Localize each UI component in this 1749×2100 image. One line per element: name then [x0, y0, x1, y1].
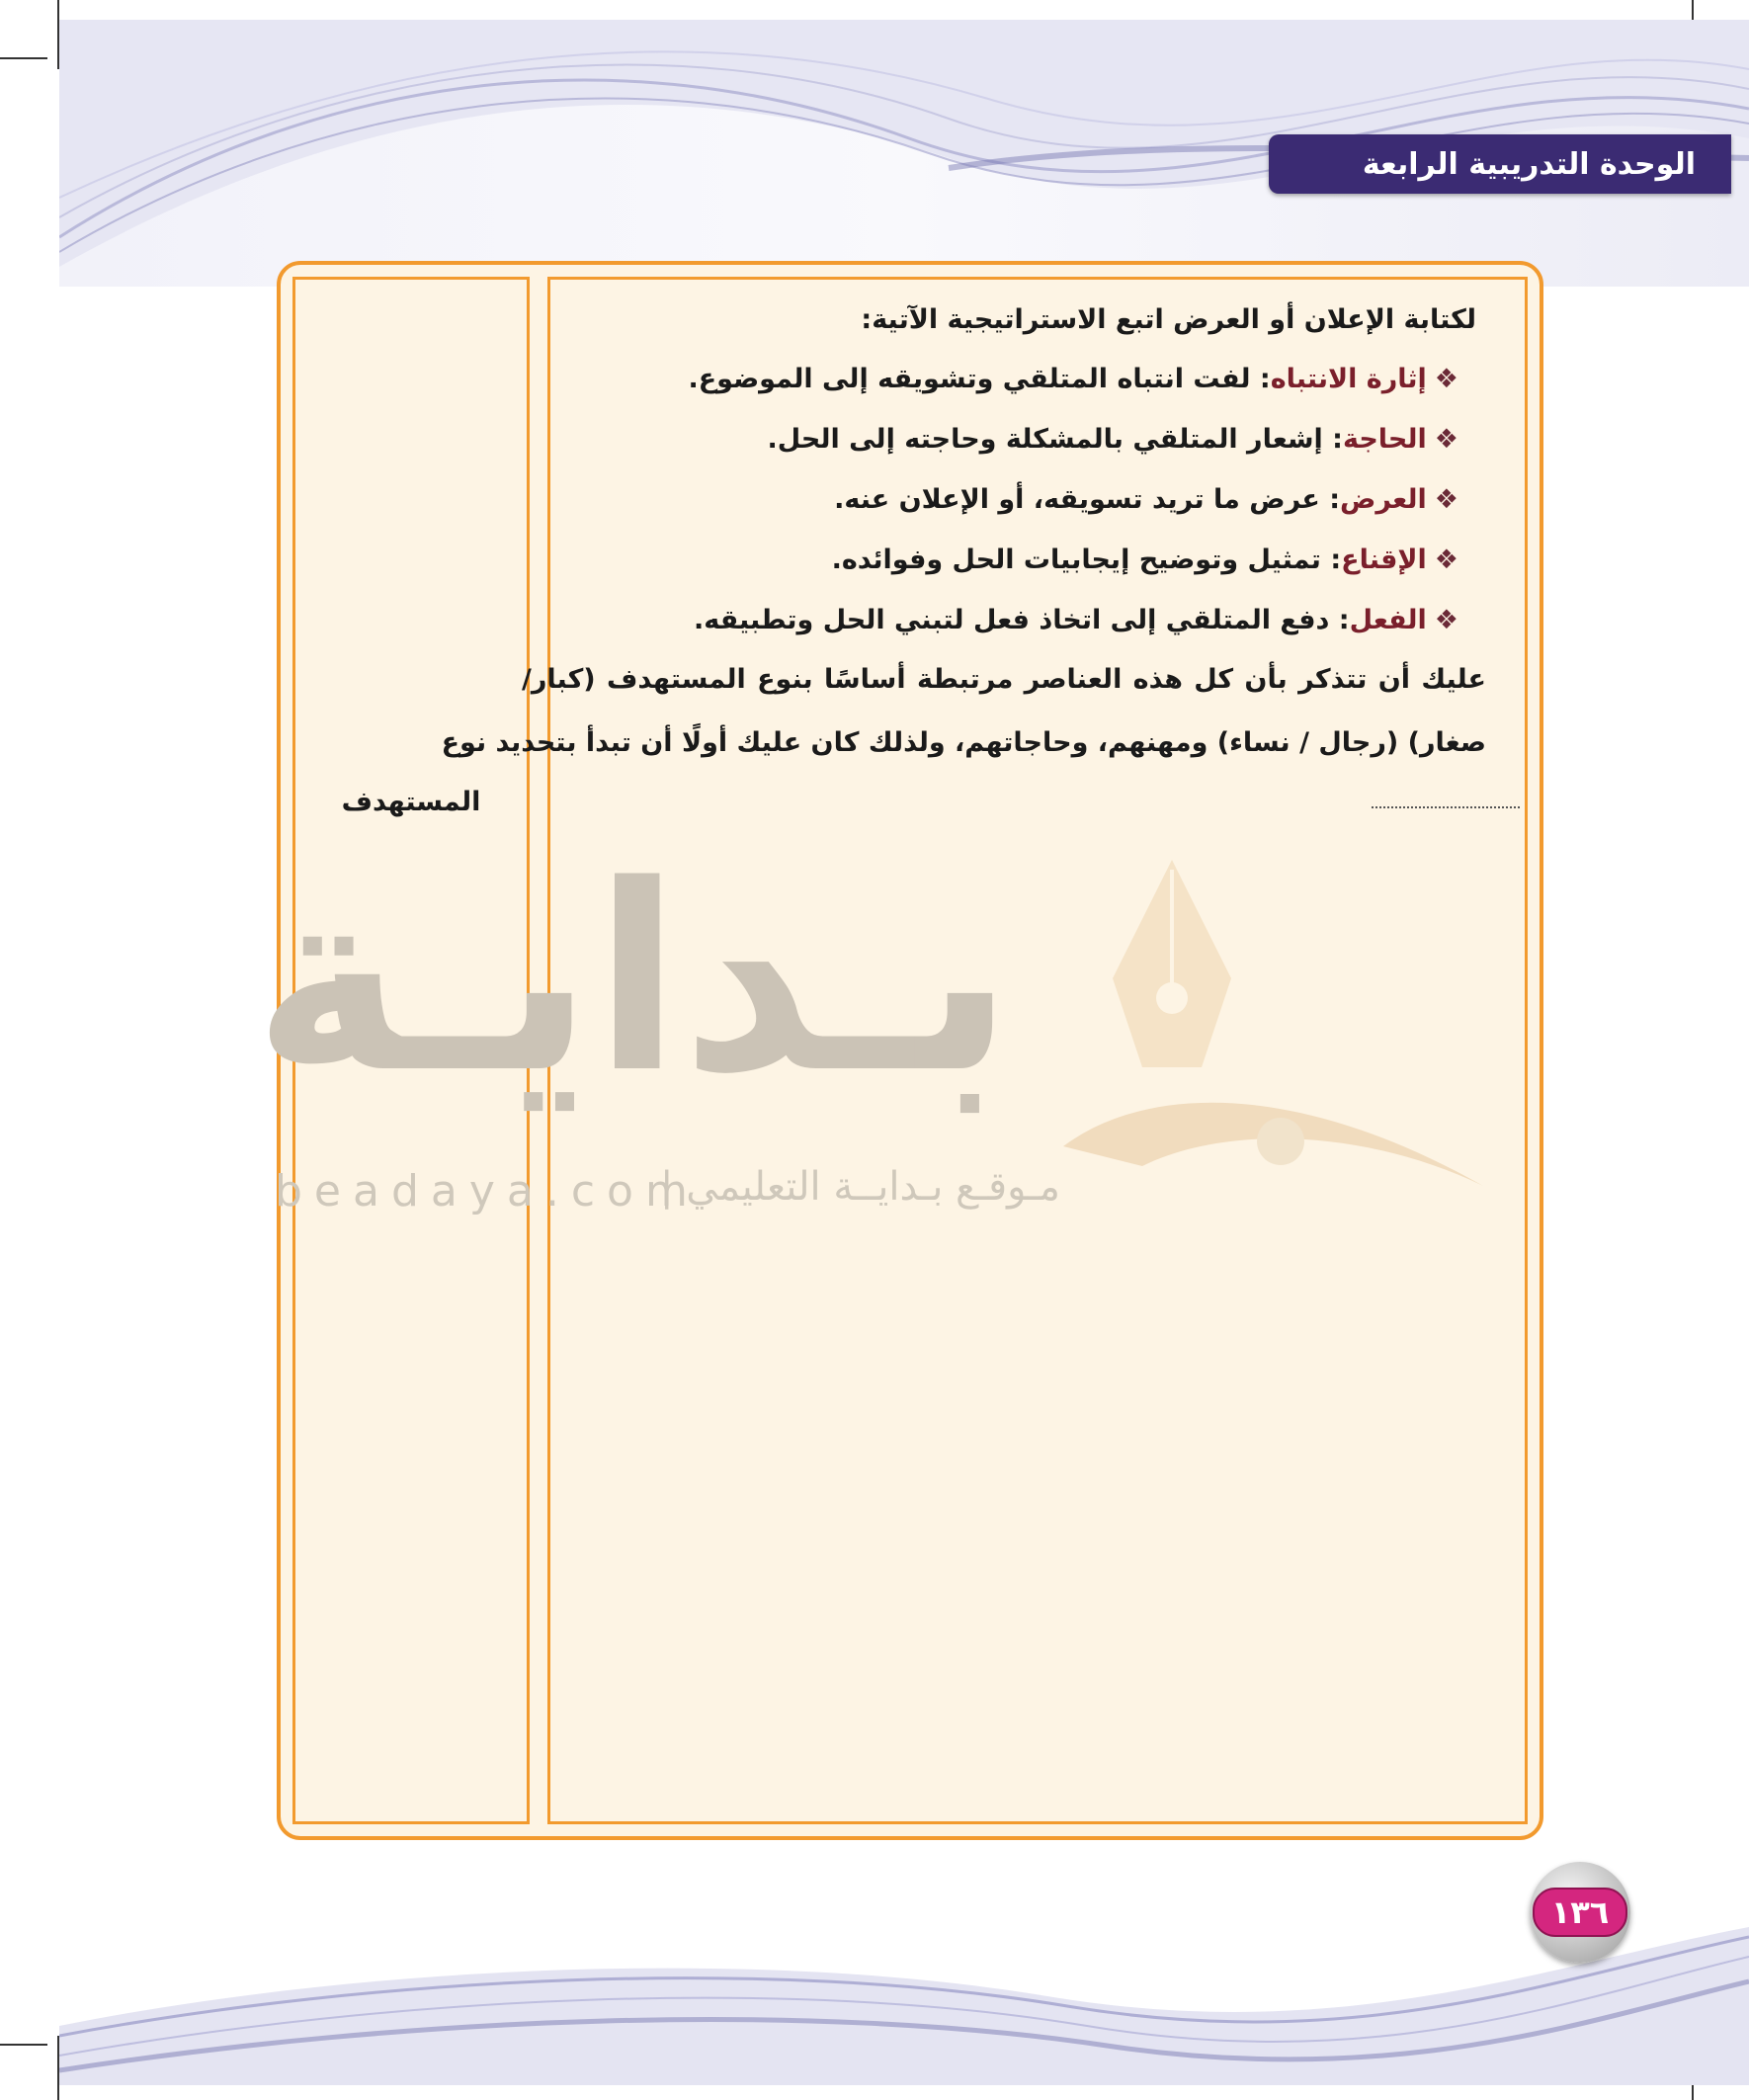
- item-text: : دفع المتلقي إلى اتخاذ فعل لتبني الحل وتطبيقه.: [693, 605, 1350, 635]
- unit-title: الوحدة التدريبية الرابعة: [1362, 146, 1696, 182]
- crop-mark: [0, 57, 47, 59]
- page-number-pill: [1533, 1888, 1627, 1937]
- list-item: [768, 424, 1459, 455]
- list-item: [694, 605, 1458, 635]
- page-number: ١٣٦: [1550, 1893, 1610, 1931]
- paragraph-line: عليك أن تتذكر بأن كل هذه العناصر مرتبطة أساسًا بنوع المستهدف (كبار/: [522, 664, 1486, 695]
- item-text: : عرض ما تريد تسويقه، أو الإعلان عنه.: [834, 484, 1341, 515]
- bullet-icon: ❖: [1434, 364, 1458, 394]
- list-item: [688, 364, 1458, 394]
- item-term: العرض: [1340, 484, 1427, 515]
- fill-in-dotted-line: [1372, 797, 1520, 808]
- item-term: إثارة الانتباه: [1270, 364, 1427, 394]
- crop-mark: [0, 2044, 47, 2046]
- item-text: : إشعار المتلقي بالمشكلة وحاجته إلى الحل.: [767, 424, 1343, 455]
- watermark-site-text: مـوقـع بـدايــة التعليمي |: [660, 1164, 1060, 1210]
- item-term: الحاجة: [1342, 424, 1427, 455]
- item-text: : لفت انتباه المتلقي وتشويقه إلى الموضوع.: [688, 364, 1271, 394]
- item-term: الفعل: [1349, 605, 1427, 635]
- item-text: : تمثيل وتوضيح إيجابيات الحل وفوائده.: [831, 545, 1342, 575]
- unit-title-banner: [1269, 134, 1731, 194]
- page-number-badge: [1530, 1862, 1630, 1963]
- bullet-icon: ❖: [1434, 424, 1458, 455]
- bullet-icon: ❖: [1434, 605, 1458, 635]
- list-item: [832, 545, 1458, 575]
- watermark-domain: beadaya.com: [275, 1166, 700, 1217]
- footer-wave-decoration: [59, 1907, 1749, 2085]
- paragraph-line: صغار) (رجال / نساء) ومهنهم، وحاجاتهم، ولذلك كان عليك أولًا أن تبدأ بتحديد نوع: [441, 727, 1486, 758]
- strategy-intro: لكتابة الإعلان أو العرض اتبع الاستراتيجية الآتية:: [861, 304, 1476, 335]
- target-audience-label: المستهدف: [341, 787, 481, 817]
- bullet-icon: ❖: [1434, 545, 1458, 575]
- item-term: الإقناع: [1341, 545, 1427, 575]
- list-item: [834, 484, 1458, 515]
- bullet-icon: ❖: [1434, 484, 1458, 515]
- watermark-logo-text: بـدايـة: [253, 831, 1014, 1130]
